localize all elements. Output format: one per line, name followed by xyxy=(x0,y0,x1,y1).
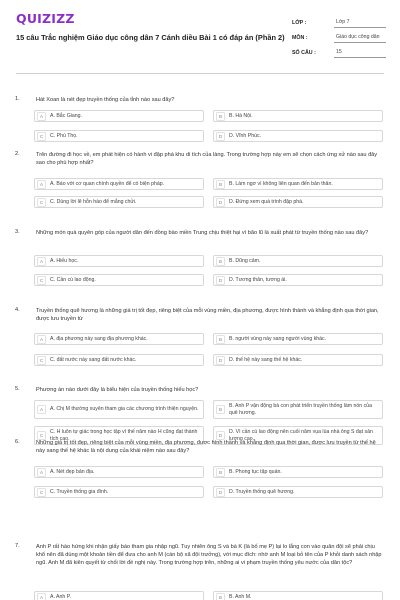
question-number: 4. xyxy=(15,307,20,313)
option-letter: A xyxy=(37,112,46,121)
option-d[interactable] xyxy=(213,130,383,142)
option-text: C. Phú Thọ. xyxy=(50,132,78,139)
option-letter: C xyxy=(37,356,46,365)
option-text: B. Dũng cảm. xyxy=(229,257,261,264)
option-c[interactable] xyxy=(34,486,204,498)
option-text: B. Làm ngơ vì không liên quan đến bản thân. xyxy=(229,180,333,187)
option-letter: A xyxy=(37,180,46,189)
option-c[interactable] xyxy=(34,130,204,142)
question-number: 1. xyxy=(15,96,20,102)
option-c[interactable] xyxy=(34,354,204,366)
option-letter: D xyxy=(216,276,225,285)
option-text: C. đất nước này sang đất nước khác. xyxy=(50,356,137,363)
option-c[interactable] xyxy=(34,274,204,286)
meta-value-question-count: 15 xyxy=(334,49,386,58)
meta-row-question-count xyxy=(292,43,386,58)
option-text: C. Dùng lời lẽ hỗn hào để mắng chửi. xyxy=(50,198,137,205)
option-a[interactable] xyxy=(34,591,204,600)
option-text: A. Nét đẹp bản địa. xyxy=(50,468,95,475)
worksheet-header xyxy=(0,0,400,64)
option-text: B. Anh M. xyxy=(229,593,252,600)
option-text: D. Vì cần cù lao động nên cuối năm vụa lúa nhà ông S đạt sản lượng cao. xyxy=(229,428,373,442)
meta-row-subject xyxy=(292,28,386,43)
option-letter: C xyxy=(37,198,46,207)
option-letter: B xyxy=(216,180,225,189)
option-letter: B xyxy=(216,593,225,600)
question-text: Hát Xoan là nét đẹp truyền thống của tỉnh nào sau đây? xyxy=(36,97,175,103)
option-a[interactable] xyxy=(34,255,204,267)
question-text: Trên đường đi học về, em phát hiện có hành vi đập phá khu di tích của làng. Trong trường hợp này em sẽ chọn cách ứng xử nào sau đây sao cho phù hợp nhất? xyxy=(36,152,378,167)
meta-value-subject: Giáo dục công dân xyxy=(334,34,386,43)
worksheet-meta xyxy=(292,13,386,58)
meta-key-question-count: SỐ CÂU : xyxy=(292,50,316,56)
option-b[interactable] xyxy=(213,400,383,419)
option-letter: B xyxy=(216,468,225,477)
option-d[interactable] xyxy=(213,196,383,208)
option-text: B. Anh P vận động bà con phát triển truyền thống làm nón của quê hương. xyxy=(229,402,372,416)
option-c[interactable] xyxy=(34,196,204,208)
option-text: A. Hiếu học. xyxy=(50,257,79,264)
option-text: B. Hà Nội. xyxy=(229,112,253,119)
option-letter: C xyxy=(37,276,46,285)
meta-key-subject: MÔN : xyxy=(292,35,308,41)
question-number: 7. xyxy=(15,543,20,549)
option-letter: A xyxy=(37,335,46,344)
option-text: B. Phong tục tập quán. xyxy=(229,468,282,475)
question-number: 5. xyxy=(15,386,20,392)
option-letter: B xyxy=(216,335,225,344)
question-text: Phương án nào dưới đây là biểu hiện của truyền thống hiếu học? xyxy=(36,387,199,393)
option-d[interactable] xyxy=(213,274,383,286)
option-letter: A xyxy=(37,593,46,600)
option-letter: A xyxy=(37,405,46,414)
option-letter: D xyxy=(216,198,225,207)
option-letter: A xyxy=(37,257,46,266)
option-b[interactable] xyxy=(213,466,383,478)
option-a[interactable] xyxy=(34,178,204,190)
option-letter: D xyxy=(216,356,225,365)
option-letter: B xyxy=(216,405,225,414)
option-letter: C xyxy=(37,488,46,497)
option-a[interactable] xyxy=(34,400,204,419)
option-letter: D xyxy=(216,488,225,497)
option-text: C. H luôn tự giác trong học tập vì thế năm nào H cũng đạt thành tích cao. xyxy=(50,428,198,442)
worksheet-title: 15 câu Trắc nghiệm Giáo dục công dân 7 Cánh diều Bài 1 có đáp án (Phần 2) xyxy=(16,33,285,42)
question-text: Truyền thống quê hương là những giá trị tốt đẹp, riêng biệt của mỗi vùng miền, địa phương, được hình thành và khẳng định qua thời gian, được lưu truyền từ xyxy=(36,308,379,323)
option-text: D. Truyền thống quê hương. xyxy=(229,488,295,495)
meta-key-grade: LỚP : xyxy=(292,20,307,26)
question-number: 6. xyxy=(15,439,20,445)
header-divider xyxy=(16,73,384,74)
option-text: C. Truyền thống gia đình. xyxy=(50,488,109,495)
option-text: A. Anh P. xyxy=(50,593,71,600)
option-text: C. Cần cù lao động. xyxy=(50,276,96,283)
option-b[interactable] xyxy=(213,333,383,345)
option-letter: B xyxy=(216,257,225,266)
option-text: D. thế hệ này sang thế hệ khác. xyxy=(229,356,303,363)
option-a[interactable] xyxy=(34,110,204,122)
question-text: Những món quà quyên góp của người dân đến đồng bào miền Trung chịu thiệt hại vì bão lũ là xuất phát từ truyền thống nào sau đây? xyxy=(36,230,369,236)
option-b[interactable] xyxy=(213,110,383,122)
option-letter: D xyxy=(216,431,225,440)
option-text: D. Đứng xem quá trình đập phá. xyxy=(229,198,304,205)
question-text: Anh P rất hào hứng khi nhận giấy báo tham gia nhập ngũ. Tuy nhiên ông S và bà K (là bố mẹ P) lại lo lắng con vào quân đội sẽ phải chịu khổ nên đã dùng một khoản tiền để đưa cho anh M (cán bộ xã đội trưởng), với mục đích: nhờ anh M loại bỏ tên của P khỏi danh sách nhập ngũ. Anh M đã kiên quyết từ chối lời đề nghị này. Trong trường hợp trên, những ai vi phạm truyền thống yêu nước của dân tộc? xyxy=(36,544,382,567)
question-number: 2. xyxy=(15,151,20,157)
question-text: Những giá trị tốt đẹp, riêng biệt của mỗi vùng miền, địa phương, được hình thành và khẳng định qua thời gian, được lưu truyền từ thế hệ này sang thế hệ khác là nội dung của khái niệm nào sau đây? xyxy=(36,440,376,455)
option-text: B. người vùng này sang người vùng khác. xyxy=(229,335,327,342)
option-text: D. Vĩnh Phúc. xyxy=(229,132,262,139)
option-letter: A xyxy=(37,468,46,477)
option-text: A. địa phương này sang địa phương khác. xyxy=(50,335,148,342)
option-text: A. Chị M thường xuyên tham gia các chương trình thiện nguyện. xyxy=(50,406,199,412)
option-letter: B xyxy=(216,112,225,121)
quizizz-logo[interactable]: QUIZIZZ xyxy=(16,11,75,26)
option-a[interactable] xyxy=(34,333,204,345)
option-letter: C xyxy=(37,132,46,141)
option-text: D. Tương thân, tương ái. xyxy=(229,276,287,283)
meta-row-grade xyxy=(292,13,386,28)
option-d[interactable] xyxy=(213,354,383,366)
option-letter: C xyxy=(37,431,46,440)
option-letter: D xyxy=(216,132,225,141)
option-text: A. Báo với cơ quan chính quyền để có biện pháp. xyxy=(50,180,165,187)
option-b[interactable] xyxy=(213,178,383,190)
question-number: 3. xyxy=(15,229,20,235)
meta-value-grade: Lớp 7 xyxy=(334,19,386,28)
option-d[interactable] xyxy=(213,486,383,498)
option-text: A. Bắc Giang. xyxy=(50,112,83,119)
option-b[interactable] xyxy=(213,255,383,267)
option-a[interactable] xyxy=(34,466,204,478)
option-b[interactable] xyxy=(213,591,383,600)
